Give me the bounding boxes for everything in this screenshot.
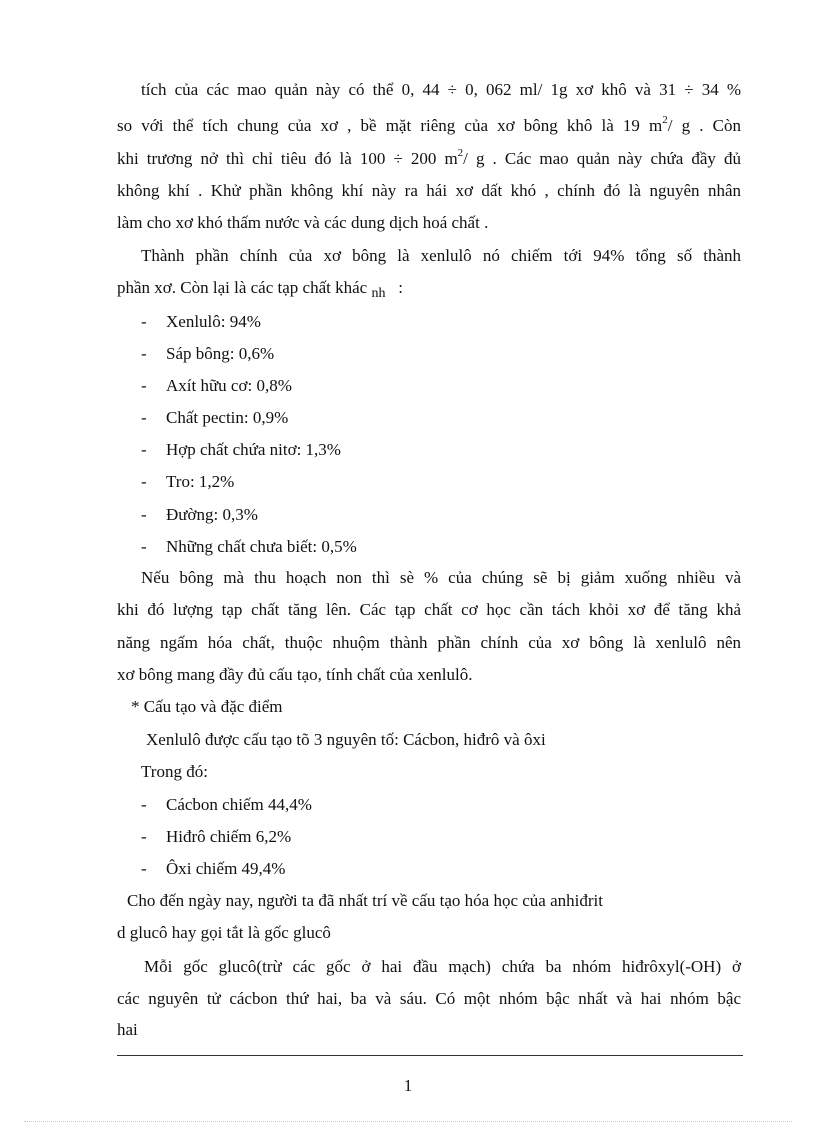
list-item: - Hiđrô chiếm 6,2% (141, 827, 292, 846)
paragraph-line: Thành phần chính của xơ bông là xenlulô nó chiếm tới 94% tổng số thành (141, 246, 741, 265)
page-boundary (24, 1121, 792, 1122)
page-number: 1 (403, 1076, 413, 1095)
paragraph-line: không khí . Khử phần không khí này ra hái xơ dất khó , chính đó là nguyên nhân (117, 181, 741, 200)
paragraph-line: so với thể tích chung của xơ , bề mặt riêng của xơ bông khô là 19 $m^2/$ g . Còn (117, 114, 741, 135)
footer-rule (117, 1055, 743, 1056)
list-item: - Tro: 1,2% (141, 472, 235, 491)
paragraph-line: làm cho xơ khó thấm nước và các dung dịch hoá chất . (117, 213, 489, 232)
paragraph-line: khi trương nở thì chỉ tiêu đó là 100 ÷ 200 $m^2/$ g . Các mao quản này chứa đầy đủ (117, 147, 741, 168)
section-heading: * Cấu tạo và đặc điểm (131, 697, 283, 716)
list-item: - Đường: 0,3% (141, 505, 258, 524)
paragraph-line: năng ngấm hóa chất, thuộc nhuộm thành phần chính của xơ bông là xenlulô nên (117, 633, 741, 652)
paragraph-line: hai (117, 1020, 138, 1039)
paragraph-line: các nguyên tử cácbon thứ hai, ba và sáu. Có một nhóm bậc nhất và hai nhóm bậc (117, 989, 741, 1008)
list-item: - Ôxi chiếm 49,4% (141, 859, 286, 878)
paragraph-line: Cho đến ngày nay, người ta đã nhất trí về cấu tạo hóa học của anhiđrit (127, 891, 603, 910)
paragraph-line: d glucô hay gọi tắt là gốc glucô (117, 923, 331, 942)
paragraph-line: Xenlulô được cấu tạo tõ 3 nguyên tố: Cácbon, hiđrô và ôxi (146, 730, 546, 749)
paragraph-line: phần xơ. Còn lại là các tạp chất khác $_{nh}$ : (117, 278, 403, 301)
paragraph-line: Trong đó: (141, 762, 208, 781)
paragraph-line: tích của các mao quản này có thể 0, 44 ÷ 0, 062 ml/ 1g xơ khô và 31 ÷ 34 % (141, 80, 741, 99)
paragraph-line: xơ bông mang đầy đủ cấu tạo, tính chất của xenlulô. (117, 665, 473, 684)
list-item: - Cácbon chiếm 44,4% (141, 795, 312, 814)
list-item: - Sáp bông: 0,6% (141, 344, 275, 363)
paragraph-line: khi đó lượng tạp chất tăng lên. Các tạp chất cơ học cần tách khỏi xơ để tăng khả (117, 600, 741, 619)
paragraph-line: Mỗi gốc glucô(trừ các gốc ở hai đầu mạch) chứa ba nhóm hiđrôxyl(-OH) ở (144, 957, 741, 976)
paragraph-line: Nếu bông mà thu hoạch non thì sè % của chúng sẽ bị giảm xuống nhiều và (141, 568, 741, 587)
list-item: - Những chất chưa biết: 0,5% (141, 537, 357, 556)
list-item: - Chất pectin: 0,9% (141, 408, 289, 427)
list-item: - Hợp chất chứa nitơ: 1,3% (141, 440, 341, 459)
list-item: - Xenlulô: 94% (141, 312, 261, 331)
list-item: - Axít hữu cơ: 0,8% (141, 376, 292, 395)
